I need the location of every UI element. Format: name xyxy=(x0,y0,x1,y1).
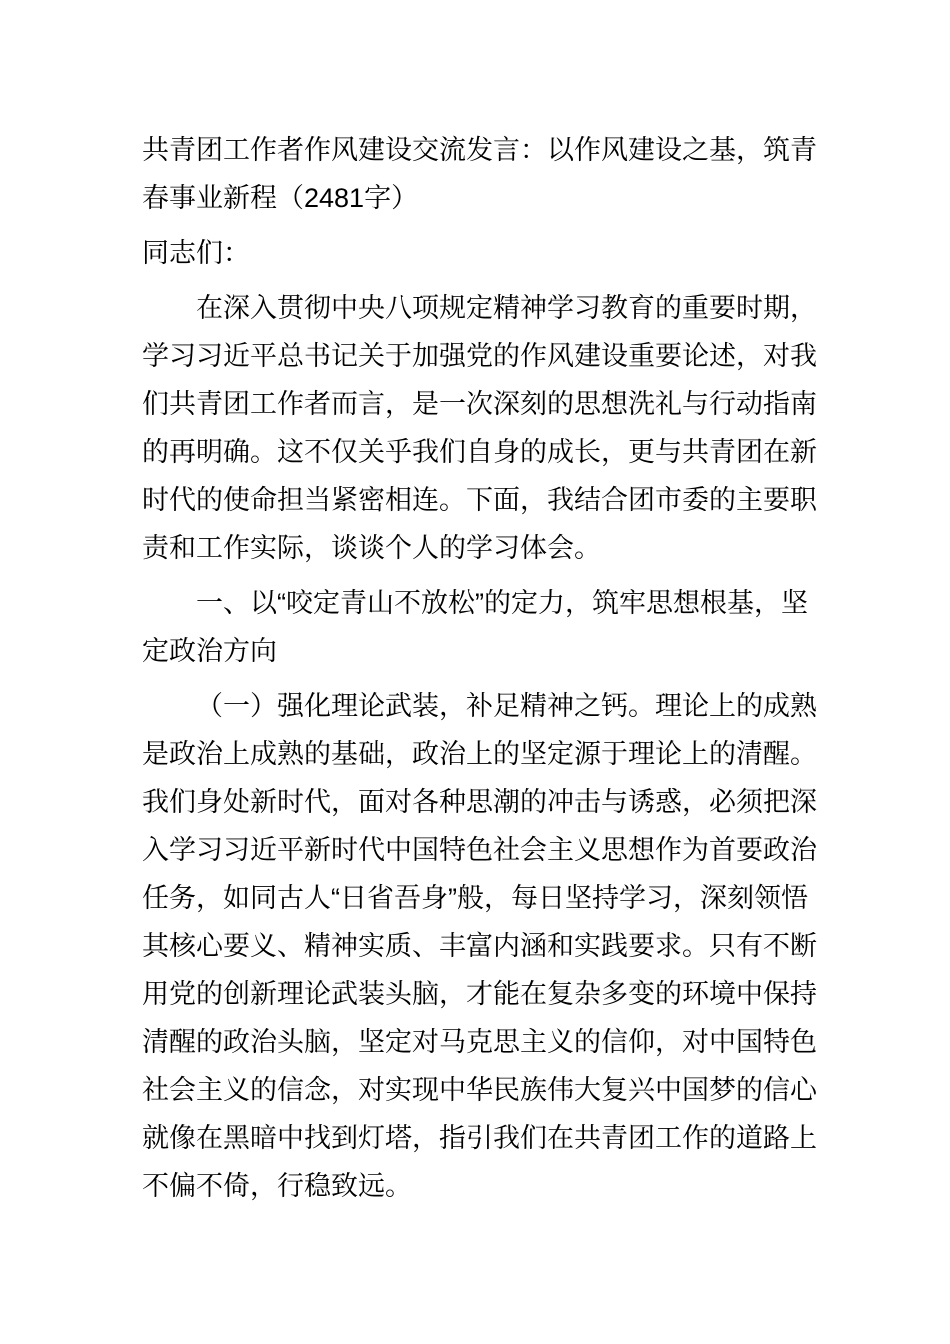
section-heading: 一、以“咬定青山不放松”的定力，筑牢思想根基，坚定政治方向 xyxy=(142,588,808,666)
document-body xyxy=(142,284,822,1210)
body-paragraph: （一）强化理论武装，补足精神之钙。理论上的成熟是政治上成熟的基础，政治上的坚定源于理论上的清醒。我们身处新时代，面对各种思潮的冲击与诱惑，必须把深入学习习近平新时代中国特色社会主义思想作为首要政治任务，如同古人“日省吾身”般，每日坚持学习，深刻领悟其核心要义、精神实质、丰富内涵和实践要求。只有不断用党的创新理论武装头脑，才能在复杂多变的环境中保持清醒的政治头脑，坚定对马克思主义的信仰，对中国特色社会主义的信念，对实现中华民族伟大复兴中国梦的信心就像在黑暗中找到灯塔，指引我们在共青团工作的道路上不偏不倚，行稳致远。 xyxy=(142,691,817,1201)
body-paragraph: 在深入贯彻中央八项规定精神学习教育的重要时期，学习习近平总书记关于加强党的作风建设重要论述，对我们共青团工作者而言，是一次深刻的思想洗礼与行动指南的再明确。这不仅关乎我们自身的成长，更与共青团在新时代的使命担当紧密相连。下面，我结合团市委的主要职责和工作实际，谈谈个人的学习体会。 xyxy=(142,293,817,563)
document-content xyxy=(142,126,822,1210)
document-title: 共青团工作者作风建设交流发言：以作风建设之基，筑青春事业新程（2481字） xyxy=(142,135,817,213)
salutation-line: 同志们： xyxy=(142,238,250,268)
